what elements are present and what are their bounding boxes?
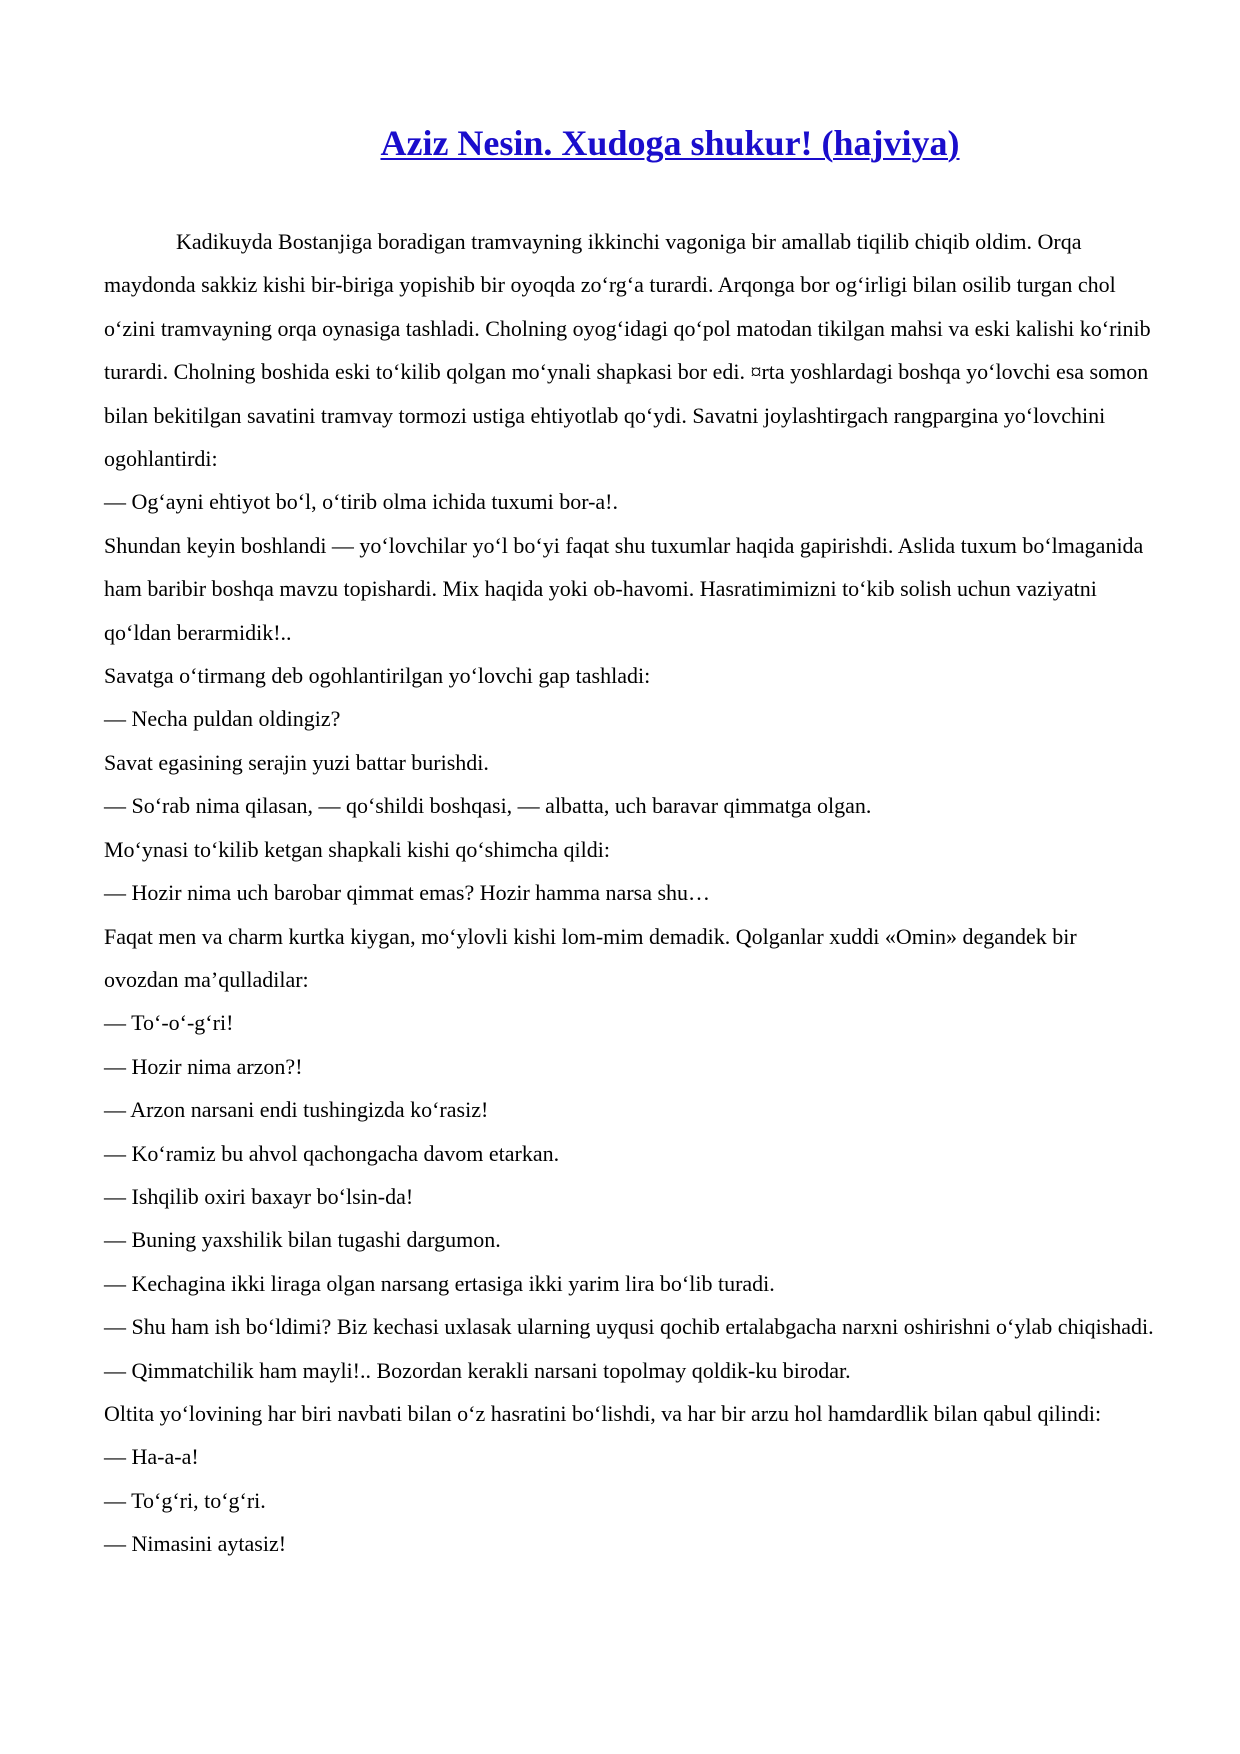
paragraph: Faqat men va charm kurtka kiygan, mo‘ylovli kishi lom-mim demadik. Qolganlar xuddi «Omin» degandek bir ovozdan ma’qulladilar: [104, 923, 1077, 992]
paragraph: — Nimasini aytasiz! [104, 1531, 287, 1557]
paragraph: Mo‘ynasi to‘kilib ketgan shapkali kishi qo‘shimcha qildi: [104, 836, 610, 862]
paragraph: — Ha-a-a! [104, 1444, 199, 1470]
paragraph: — Shu ham ish bo‘ldimi? Biz kechasi uxlasak ularning uyqusi qochib ertalabgacha narxni oshirishni o‘ylab chiqishadi. [104, 1314, 1154, 1340]
document-body [104, 220, 1154, 1566]
paragraph: Savat egasining serajin yuzi battar burishdi. [104, 749, 489, 775]
paragraph: Kadikuyda Bostanjiga boradigan tramvayning ikkinchi vagoniga bir amallab tiqilib chiqib oldim. Orqa maydonda sakkiz kishi bir-biriga yopishib bir oyoqda zo‘rg‘a turardi. Arqonga bor og‘irligi bilan osilib turgan chol o‘zini tramvayning orqa oynasiga tashladi. Cholning oyog‘idagi qo‘pol matodan tikilgan mahsi va eski kalishi ko‘rinib turardi. Cholning boshida eski to‘kilib qolgan mo‘ynali shapkasi bor edi. ¤rta yoshlardagi boshqa yo‘lovchi esa somon bilan bekitilgan savatini tramvay tormozi ustiga ehtiyotlab qo‘ydi. Savatni joylashtirgach rangpargina yo‘lovchini ogohlantirdi: [104, 229, 1151, 472]
paragraph: — Hozir nima arzon?! [104, 1053, 303, 1079]
title-link[interactable]: Aziz Nesin. Xudoga shukur! (hajviya) [380, 123, 960, 163]
paragraph: — Buning yaxshilik bilan tugashi dargumon. [104, 1227, 501, 1253]
paragraph: — Necha puldan oldingiz? [104, 706, 341, 732]
paragraph: — To‘-o‘-g‘ri! [104, 1010, 234, 1036]
paragraph: — Og‘ayni ehtiyot bo‘l, o‘tirib olma ichida tuxumi bor-a!. [104, 489, 619, 515]
paragraph: — Ishqilib oxiri baxayr bo‘lsin-da! [104, 1183, 414, 1209]
paragraph: — So‘rab nima qilasan, — qo‘shildi boshqasi, — albatta, uch baravar qimmatga olgan. [104, 793, 872, 819]
paragraph: — Ko‘ramiz bu ahvol qachongacha davom etarkan. [104, 1140, 560, 1166]
document-title [0, 118, 1240, 168]
paragraph: — Arzon narsani endi tushingizda ko‘rasiz! [104, 1097, 489, 1123]
paragraph: Shundan keyin boshlandi — yo‘lovchilar yo‘l bo‘yi faqat shu tuxumlar haqida gapirishdi. Aslida tuxum bo‘lmaganida ham baribir boshqa mavzu topishardi. Mix haqida yoki ob-havomi. Hasratimimizni to‘kib solish uchun vaziyatni qo‘ldan berarmidik!.. [104, 532, 1144, 645]
paragraph: Savatga o‘tirmang deb ogohlantirilgan yo‘lovchi gap tashladi: [104, 663, 651, 689]
paragraph: — To‘g‘ri, to‘g‘ri. [104, 1487, 266, 1513]
paragraph: Oltita yo‘lovining har biri navbati bilan o‘z hasratini bo‘lishdi, va har bir arzu hol hamdardlik bilan qabul qilindi: [104, 1400, 1102, 1426]
paragraph: — Qimmatchilik ham mayli!.. Bozordan kerakli narsani topolmay qoldik-ku birodar. [104, 1357, 851, 1383]
paragraph: — Kechagina ikki liraga olgan narsang ertasiga ikki yarim lira bo‘lib turadi. [104, 1270, 775, 1296]
paragraph: — Hozir nima uch barobar qimmat emas? Hozir hamma narsa shu… [104, 880, 711, 906]
